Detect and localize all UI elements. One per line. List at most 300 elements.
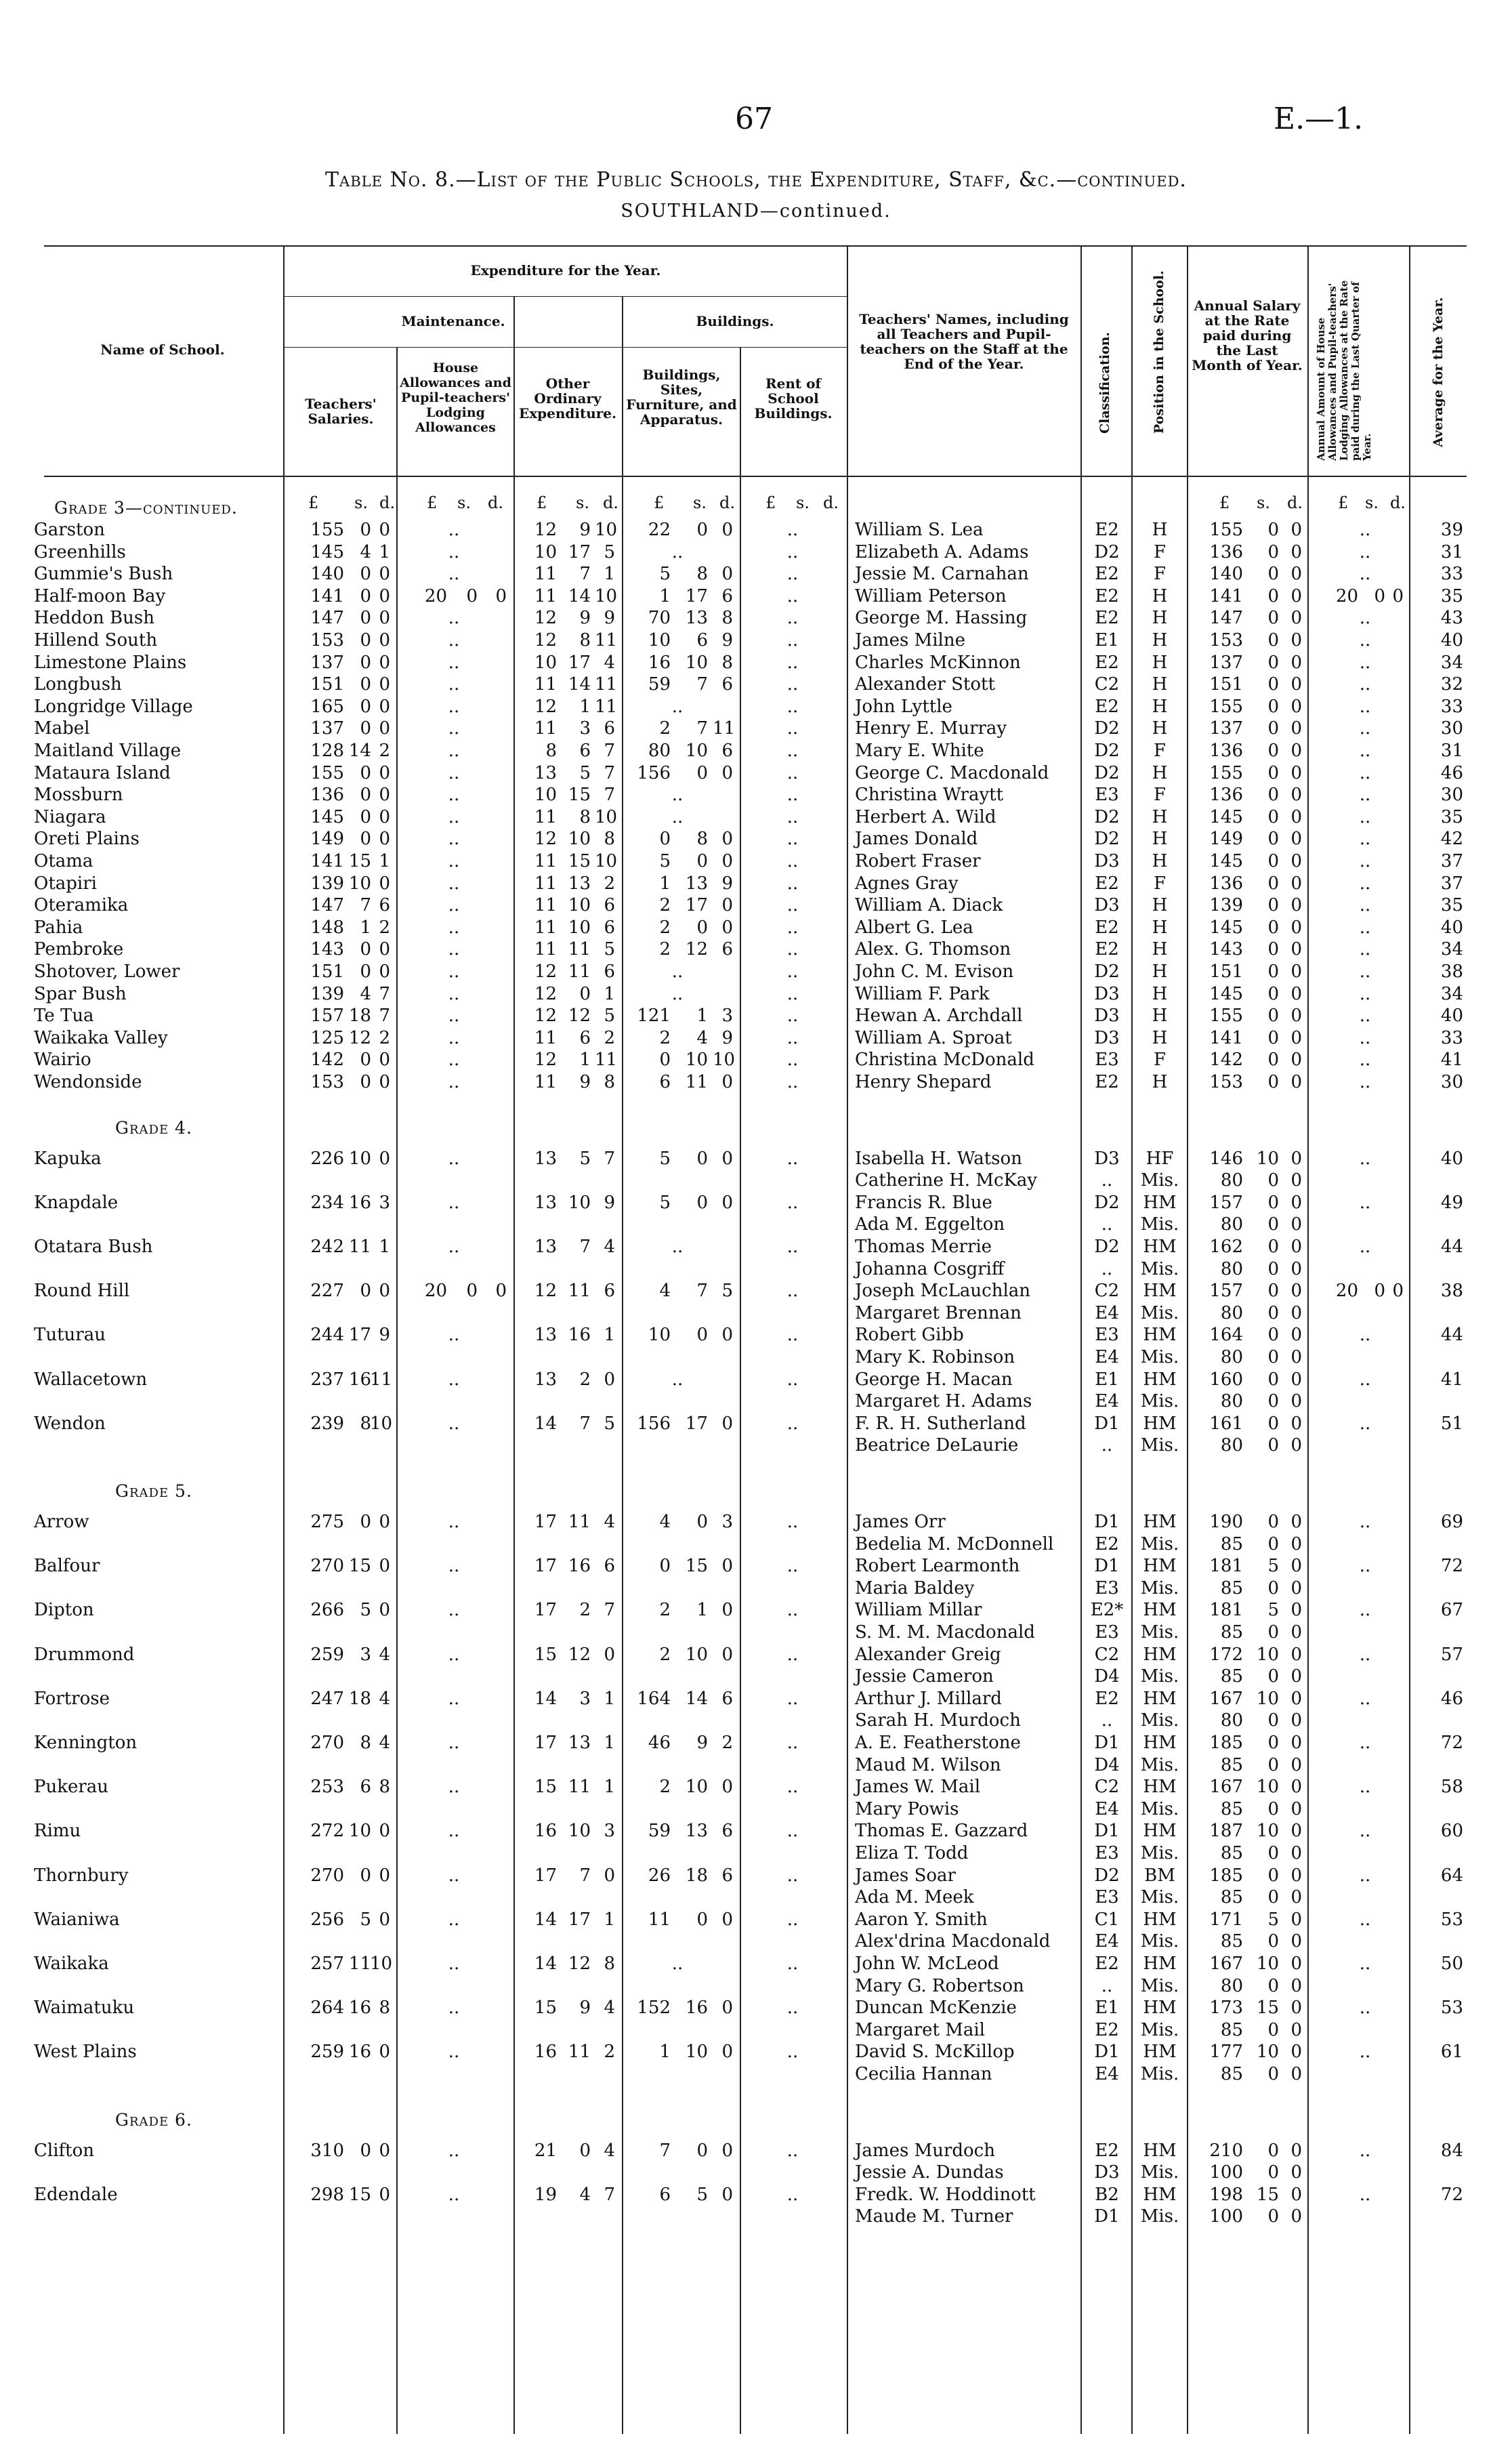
lodging-allowance: ..	[1359, 962, 1371, 982]
header-maintenance: Maintenance.	[401, 313, 505, 329]
teachers-salaries-pence: 8	[379, 1998, 390, 2019]
buildings-expenditure-shillings: 8	[696, 564, 708, 585]
school-name: West Plains	[34, 2042, 137, 2063]
buildings-expenditure-pence: 6	[721, 1688, 733, 1709]
teacher-name: William Millar	[855, 1600, 982, 1621]
header-name-of-school: Name of School.	[100, 342, 225, 358]
teachers-salaries-pounds: 147	[310, 895, 344, 916]
teachers-salaries-pence: 0	[379, 585, 390, 606]
teacher-name: Mary Powis	[855, 1798, 959, 1819]
other-expenditure-shillings: 10	[568, 1821, 591, 1842]
buildings-expenditure-pounds: 0	[659, 1050, 671, 1071]
teacher-name: Bedelia M. McDonnell	[855, 1533, 1054, 1554]
teacher-line	[0, 1028, 1512, 1050]
teacher-name: James W. Mail	[855, 1777, 981, 1798]
school-name: Kapuka	[34, 1148, 102, 1169]
lodging-allowance: ..	[1359, 1050, 1371, 1071]
position-in-school: H	[1152, 939, 1168, 960]
annual-salary-pence: 0	[1290, 696, 1302, 717]
annual-salary-shillings: 0	[1267, 1050, 1279, 1071]
buildings-expenditure-shillings: 0	[696, 1325, 708, 1346]
teacher-line	[0, 2020, 1512, 2042]
teacher-line	[0, 1799, 1512, 1821]
annual-salary-shillings: 0	[1267, 1347, 1279, 1367]
annual-salary-shillings: 0	[1267, 1533, 1279, 1554]
teacher-line	[0, 1006, 1512, 1028]
buildings-expenditure: ..	[671, 785, 684, 806]
position-in-school: H	[1152, 674, 1168, 695]
other-expenditure-pounds: 19	[534, 2184, 557, 2205]
annual-salary-shillings: 0	[1267, 718, 1279, 739]
average-attendance: 61	[1440, 2042, 1463, 2063]
teachers-salaries-pence: 0	[379, 2042, 390, 2063]
buildings-expenditure-pence: 3	[721, 1006, 733, 1027]
annual-salary-pounds: 155	[1209, 520, 1243, 540]
classification: ..	[1101, 1170, 1113, 1191]
buildings-expenditure-pounds: 7	[659, 2140, 671, 2161]
grade-heading: Grade 3—continued.	[54, 498, 238, 518]
lodging-allowance: ..	[1359, 785, 1371, 806]
buildings-expenditure-shillings: 0	[696, 1512, 708, 1532]
school-name: Mossburn	[34, 785, 123, 806]
classification: E1	[1095, 630, 1119, 651]
header-buildings: Buildings, Sites, Furniture, and Apparatus.	[626, 367, 737, 428]
classification: E3	[1095, 1577, 1119, 1598]
teachers-salaries-pounds: 270	[310, 1865, 344, 1886]
average-attendance: 38	[1440, 1281, 1463, 1302]
teachers-salaries-shillings: 0	[360, 520, 371, 540]
teacher-line	[0, 1369, 1512, 1392]
teachers-salaries-shillings: 0	[360, 696, 371, 717]
buildings-expenditure-pounds: 80	[648, 741, 671, 761]
other-expenditure-pence: 6	[604, 917, 615, 938]
buildings-expenditure: ..	[671, 1954, 684, 1974]
teacher-name: Alex. G. Thomson	[855, 939, 1011, 960]
average-attendance: 33	[1440, 696, 1463, 717]
classification: D1	[1094, 2206, 1120, 2227]
school-name: Dipton	[34, 1600, 94, 1621]
other-expenditure-pounds: 12	[534, 983, 557, 1004]
rent-value: ..	[786, 652, 799, 673]
unit-pence: d.	[603, 493, 618, 512]
school-name: Tuturau	[34, 1325, 106, 1346]
school-name: Clifton	[34, 2140, 94, 2161]
buildings-expenditure-pence: 0	[721, 2184, 733, 2205]
classification: ..	[1101, 1258, 1113, 1279]
teachers-salaries-shillings: 16	[348, 1369, 371, 1390]
teachers-salaries-pence: 0	[379, 718, 390, 739]
other-expenditure-shillings: 0	[579, 983, 591, 1004]
other-expenditure-shillings: 7	[579, 564, 591, 585]
rent-value: ..	[786, 630, 799, 651]
average-attendance: 51	[1440, 1413, 1463, 1434]
average-attendance: 42	[1440, 829, 1463, 850]
teachers-salaries-shillings: 6	[360, 1777, 371, 1798]
house-allowances: ..	[448, 608, 460, 629]
house-allowances: ..	[448, 1192, 460, 1213]
lodging-allowance-pence: 0	[1392, 585, 1404, 606]
position-in-school: Mis.	[1140, 1931, 1179, 1952]
position-in-school: F	[1153, 541, 1167, 562]
other-expenditure-pounds: 12	[534, 1006, 557, 1027]
buildings-expenditure-pence: 0	[721, 851, 733, 871]
classification: D1	[1094, 1821, 1120, 1842]
buildings-expenditure-shillings: 17	[685, 1413, 708, 1434]
other-expenditure-shillings: 3	[579, 1688, 591, 1709]
teachers-salaries-pence: 0	[379, 1865, 390, 1886]
teachers-salaries-pounds: 145	[310, 541, 344, 562]
position-in-school: Mis.	[1140, 1843, 1179, 1863]
school-name: Balfour	[34, 1556, 100, 1577]
house-allowances: ..	[448, 696, 460, 717]
buildings-expenditure-shillings: 16	[685, 1998, 708, 2019]
school-name: Te Tua	[34, 1006, 94, 1027]
position-in-school: Mis.	[1140, 1391, 1179, 1412]
annual-salary-pounds: 181	[1209, 1600, 1243, 1621]
lodging-allowance: ..	[1359, 652, 1371, 673]
other-expenditure-pence: 7	[604, 1600, 615, 1621]
annual-salary-shillings: 0	[1267, 1710, 1279, 1731]
house-allowances: ..	[448, 1325, 460, 1346]
buildings-expenditure-pounds: 2	[659, 1644, 671, 1665]
classification: D1	[1094, 2042, 1120, 2063]
house-allowances: ..	[448, 1821, 460, 1842]
buildings-expenditure-shillings: 7	[696, 1281, 708, 1302]
position-in-school: H	[1152, 851, 1168, 871]
rent-value: ..	[786, 2184, 799, 2205]
teachers-salaries-shillings: 10	[348, 1821, 371, 1842]
buildings-expenditure-shillings: 13	[685, 1821, 708, 1842]
lodging-allowance-pounds: 20	[1335, 1281, 1358, 1302]
position-in-school: HM	[1143, 2184, 1177, 2205]
teacher-line	[0, 741, 1512, 763]
annual-salary-shillings: 0	[1267, 1369, 1279, 1390]
classification: E2	[1095, 608, 1119, 629]
teacher-name: James Orr	[855, 1512, 946, 1532]
classification: D2	[1094, 962, 1120, 982]
position-in-school: F	[1153, 873, 1167, 894]
buildings-expenditure-pence: 0	[721, 2042, 733, 2063]
other-expenditure-pounds: 11	[534, 564, 557, 585]
school-name: Edendale	[34, 2184, 118, 2205]
other-expenditure-pence: 4	[604, 1998, 615, 2019]
other-expenditure-shillings: 17	[568, 1909, 591, 1930]
buildings-expenditure-shillings: 9	[696, 1733, 708, 1753]
teacher-line	[0, 1325, 1512, 1347]
position-in-school: Mis.	[1140, 1302, 1179, 1323]
teachers-salaries-pounds: 148	[310, 917, 344, 938]
other-expenditure-shillings: 10	[568, 1192, 591, 1213]
buildings-expenditure-pounds: 121	[637, 1006, 671, 1027]
average-attendance: 38	[1440, 962, 1463, 982]
average-attendance: 49	[1440, 1192, 1463, 1213]
rent-value: ..	[786, 762, 799, 783]
annual-salary-pence: 0	[1290, 1050, 1302, 1071]
position-in-school: F	[1153, 1050, 1167, 1071]
buildings-expenditure-pence: 0	[721, 1644, 733, 1665]
teacher-name: Arthur J. Millard	[855, 1688, 1002, 1709]
classification: E4	[1095, 2064, 1119, 2084]
teacher-name: Margaret Brennan	[855, 1302, 1022, 1323]
classification: D2	[1094, 718, 1120, 739]
teachers-salaries-pence: 0	[379, 1512, 390, 1532]
buildings-expenditure-pence: 0	[721, 1192, 733, 1213]
school-name: Waikaka	[34, 1954, 109, 1974]
buildings-expenditure-pence: 0	[721, 1325, 733, 1346]
annual-salary-pounds: 155	[1209, 762, 1243, 783]
annual-salary-pounds: 155	[1209, 696, 1243, 717]
other-expenditure-shillings: 13	[568, 1733, 591, 1753]
school-name: Knapdale	[34, 1192, 119, 1213]
teacher-line	[0, 2185, 1512, 2207]
teachers-salaries-pounds: 244	[310, 1325, 344, 1346]
teachers-salaries-pounds: 139	[310, 983, 344, 1004]
school-name: Heddon Bush	[34, 608, 154, 629]
other-expenditure-shillings: 1	[579, 1050, 591, 1071]
teacher-name: Ada M. Eggelton	[855, 1214, 1005, 1235]
other-expenditure-pence: 4	[604, 1237, 615, 1257]
school-name: Garston	[34, 520, 105, 540]
school-name: Arrow	[34, 1512, 89, 1532]
teacher-line	[0, 1666, 1512, 1689]
house-allowances-shillings: 0	[466, 585, 478, 606]
house-allowances: ..	[448, 762, 460, 783]
grade-heading: Grade 4.	[115, 1117, 192, 1138]
average-attendance: 39	[1440, 520, 1463, 540]
annual-salary-shillings: 0	[1267, 520, 1279, 540]
buildings-expenditure-pounds: 26	[648, 1865, 671, 1886]
teachers-salaries-pence: 0	[379, 1148, 390, 1169]
average-attendance: 69	[1440, 1512, 1463, 1532]
school-name: Niagara	[34, 806, 106, 827]
buildings-expenditure-pounds: 59	[648, 674, 671, 695]
buildings-expenditure-shillings: 0	[696, 1909, 708, 1930]
teachers-salaries-pounds: 139	[310, 873, 344, 894]
school-name: Longridge Village	[34, 696, 193, 717]
annual-salary-pounds: 85	[1220, 1754, 1243, 1775]
buildings-expenditure: ..	[671, 1237, 684, 1257]
house-allowances: ..	[448, 1733, 460, 1753]
rent-value: ..	[786, 1050, 799, 1071]
annual-salary-pence: 0	[1290, 608, 1302, 629]
other-expenditure-pounds: 16	[534, 1821, 557, 1842]
classification: ..	[1101, 1975, 1113, 1996]
average-attendance: 41	[1440, 1369, 1463, 1390]
teacher-line	[0, 1050, 1512, 1072]
house-allowances: ..	[448, 1954, 460, 1974]
teacher-name: S. M. M. Macdonald	[855, 1622, 1035, 1643]
annual-salary-pence: 0	[1290, 1975, 1302, 1996]
annual-salary-pence: 0	[1290, 1391, 1302, 1412]
buildings-expenditure-pence: 0	[721, 2140, 733, 2161]
teachers-salaries-shillings: 0	[360, 939, 371, 960]
house-allowances: ..	[448, 1237, 460, 1257]
position-in-school: H	[1152, 585, 1168, 606]
other-expenditure-pounds: 13	[534, 1148, 557, 1169]
classification: D2	[1094, 806, 1120, 827]
annual-salary-pounds: 85	[1220, 1798, 1243, 1819]
position-in-school: Mis.	[1140, 2019, 1179, 2040]
teachers-salaries-pence: 8	[379, 1777, 390, 1798]
teachers-salaries-pence: 1	[379, 1237, 390, 1257]
teachers-salaries-shillings: 4	[360, 983, 371, 1004]
teachers-salaries-shillings: 16	[348, 2042, 371, 2063]
other-expenditure-pence: 10	[595, 520, 618, 540]
other-expenditure-pence: 1	[604, 1688, 615, 1709]
teachers-salaries-pence: 7	[379, 983, 390, 1004]
rent-value: ..	[786, 1325, 799, 1346]
annual-salary-pounds: 141	[1209, 585, 1243, 606]
classification: E3	[1095, 1843, 1119, 1863]
teachers-salaries-shillings: 0	[360, 1050, 371, 1071]
classification: B2	[1095, 2184, 1119, 2205]
rent-value: ..	[786, 564, 799, 585]
house-allowances: ..	[448, 1644, 460, 1665]
teachers-salaries-pence: 2	[379, 741, 390, 761]
buildings-expenditure-shillings: 13	[685, 608, 708, 629]
annual-salary-shillings: 0	[1267, 785, 1279, 806]
buildings-expenditure-shillings: 8	[696, 829, 708, 850]
annual-salary-pence: 0	[1290, 895, 1302, 916]
other-expenditure-pence: 4	[604, 652, 615, 673]
rent-value: ..	[786, 1600, 799, 1621]
rent-value: ..	[786, 785, 799, 806]
teacher-name: Agnes Gray	[855, 873, 959, 894]
buildings-expenditure-pounds: 10	[648, 630, 671, 651]
teacher-line	[0, 895, 1512, 917]
annual-salary-pounds: 100	[1209, 2162, 1243, 2183]
annual-salary-pounds: 80	[1220, 1975, 1243, 1996]
other-expenditure-pence: 1	[604, 1909, 615, 1930]
school-name: Spar Bush	[34, 983, 127, 1004]
classification: E2	[1095, 1533, 1119, 1554]
teacher-name: Johanna Cosgriff	[855, 1258, 1005, 1279]
teacher-name: William A. Sproat	[855, 1027, 1012, 1048]
average-attendance: 30	[1440, 1072, 1463, 1092]
teacher-line	[0, 1622, 1512, 1645]
annual-salary-pounds: 157	[1209, 1192, 1243, 1213]
teachers-salaries-shillings: 0	[360, 564, 371, 585]
annual-salary-pence: 0	[1290, 1148, 1302, 1169]
unit-pound: £	[654, 493, 665, 512]
classification: ..	[1101, 1214, 1113, 1235]
house-allowances: ..	[448, 806, 460, 827]
teacher-name: Sarah H. Murdoch	[855, 1710, 1021, 1731]
teachers-salaries-shillings: 0	[360, 674, 371, 695]
other-expenditure-shillings: 3	[579, 718, 591, 739]
other-expenditure-pounds: 12	[534, 630, 557, 651]
annual-salary-shillings: 0	[1267, 1413, 1279, 1434]
position-in-school: Mis.	[1140, 1435, 1179, 1456]
rent-value: ..	[786, 1369, 799, 1390]
annual-salary-pounds: 139	[1209, 895, 1243, 916]
position-in-school: Mis.	[1140, 1170, 1179, 1191]
annual-salary-pounds: 151	[1209, 962, 1243, 982]
buildings-expenditure-pence: 6	[721, 1821, 733, 1842]
annual-salary-pence: 0	[1290, 1192, 1302, 1213]
teacher-name: James Murdoch	[855, 2140, 995, 2161]
teachers-salaries-pence: 0	[379, 674, 390, 695]
other-expenditure-pence: 2	[604, 2042, 615, 2063]
annual-salary-pounds: 85	[1220, 1931, 1243, 1952]
annual-salary-pounds: 143	[1209, 939, 1243, 960]
buildings-expenditure-pounds: 4	[659, 1281, 671, 1302]
teacher-line	[0, 1843, 1512, 1865]
teachers-salaries-shillings: 18	[348, 1688, 371, 1709]
position-in-school: Mis.	[1140, 1754, 1179, 1775]
classification: ..	[1101, 1710, 1113, 1731]
position-in-school: H	[1152, 652, 1168, 673]
rent-value: ..	[786, 806, 799, 827]
annual-salary-pounds: 145	[1209, 806, 1243, 827]
teacher-line	[0, 2162, 1512, 2185]
teachers-salaries-pence: 0	[379, 630, 390, 651]
unit-shilling: s.	[354, 493, 368, 512]
buildings-expenditure-pounds: 2	[659, 917, 671, 938]
position-in-school: Mis.	[1140, 1887, 1179, 1908]
annual-salary-pence: 0	[1290, 2162, 1302, 2183]
other-expenditure-pounds: 17	[534, 1733, 557, 1753]
classification: D1	[1094, 1733, 1120, 1753]
teachers-salaries-pence: 6	[379, 895, 390, 916]
teacher-name: Maud M. Wilson	[855, 1754, 1001, 1775]
annual-salary-shillings: 0	[1267, 1666, 1279, 1687]
annual-salary-pence: 0	[1290, 652, 1302, 673]
other-expenditure-shillings: 10	[568, 917, 591, 938]
teachers-salaries-shillings: 16	[348, 1998, 371, 2019]
teachers-salaries-pounds: 151	[310, 962, 344, 982]
other-expenditure-pounds: 11	[534, 718, 557, 739]
rent-value: ..	[786, 1027, 799, 1048]
classification: E3	[1095, 1325, 1119, 1346]
annual-salary-shillings: 0	[1267, 585, 1279, 606]
series-code: E.—1.	[1274, 102, 1364, 136]
annual-salary-shillings: 0	[1267, 1192, 1279, 1213]
unit-shilling: s.	[693, 493, 707, 512]
teachers-salaries-pence: 0	[379, 1050, 390, 1071]
annual-salary-pence: 0	[1290, 785, 1302, 806]
annual-salary-pounds: 137	[1209, 652, 1243, 673]
buildings-expenditure-pence: 0	[721, 1072, 733, 1092]
teacher-name: Robert Learmonth	[855, 1556, 1020, 1577]
annual-salary-shillings: 0	[1267, 1843, 1279, 1863]
teachers-salaries-pence: 3	[379, 1192, 390, 1213]
teacher-name: Mary K. Robinson	[855, 1347, 1015, 1367]
teacher-name: Elizabeth A. Adams	[855, 541, 1029, 562]
teacher-line	[0, 1865, 1512, 1888]
teachers-salaries-shillings: 7	[360, 895, 371, 916]
average-attendance: 40	[1440, 630, 1463, 651]
teachers-salaries-shillings: 0	[360, 962, 371, 982]
teachers-salaries-pounds: 136	[310, 785, 344, 806]
teacher-line	[0, 1347, 1512, 1369]
other-expenditure-pence: 9	[604, 608, 615, 629]
teacher-line	[0, 2206, 1512, 2229]
annual-salary-pounds: 85	[1220, 1843, 1243, 1863]
lodging-allowance: ..	[1359, 541, 1371, 562]
house-allowances: ..	[448, 1688, 460, 1709]
rent-value: ..	[786, 1909, 799, 1930]
other-expenditure-pounds: 13	[534, 1192, 557, 1213]
annual-salary-shillings: 0	[1267, 1391, 1279, 1412]
classification: E2	[1095, 520, 1119, 540]
rent-value: ..	[786, 962, 799, 982]
annual-salary-shillings: 0	[1267, 1302, 1279, 1323]
other-expenditure-pounds: 12	[534, 1281, 557, 1302]
teachers-salaries-pence: 10	[370, 1954, 393, 1974]
annual-salary-pounds: 145	[1209, 851, 1243, 871]
teachers-salaries-pounds: 137	[310, 718, 344, 739]
